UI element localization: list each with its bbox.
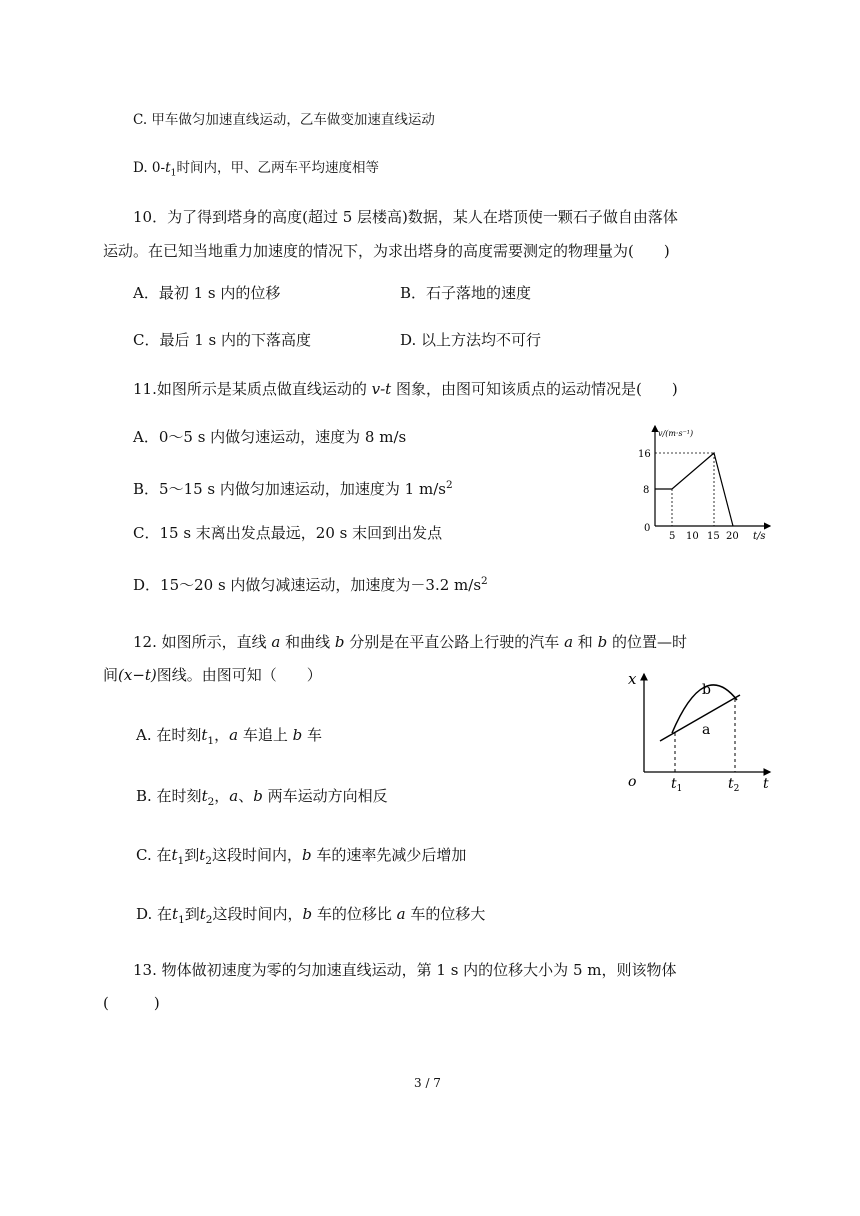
q9-option-d: D. $0-t_1$时间内，甲、乙两车平均速度相等 bbox=[133, 160, 380, 179]
vt-x-tick-20: 20 bbox=[726, 531, 739, 542]
vt-graph bbox=[636, 418, 786, 546]
vt-x-label: t/s bbox=[753, 531, 766, 542]
q10-option-c: C．最后 1 s 内的下落高度 bbox=[133, 331, 312, 349]
q11-stem: 11.如图所示是某质点做直线运动的 v-t 图象，由图可知该质点的运动情况是( ) bbox=[133, 380, 678, 398]
q10-option-a: A．最初 1 s 内的位移 bbox=[133, 284, 281, 302]
vt-origin: 0 bbox=[644, 523, 651, 534]
xt-origin: o bbox=[628, 774, 637, 790]
q12-option-d: D. 在$t_1$到$t_2$这段时间内，b 车的位移比 a 车的位移大 bbox=[136, 905, 486, 926]
q12-option-b: B. 在时刻$t_2$，a、b 两车运动方向相反 bbox=[136, 787, 388, 808]
xt-graph bbox=[620, 668, 780, 796]
xt-t2-label: $t_2$ bbox=[728, 776, 740, 794]
vt-y-tick-16: 16 bbox=[638, 449, 651, 460]
xt-y-label: x bbox=[628, 670, 637, 688]
xt-x-label: t bbox=[763, 776, 769, 792]
q11-option-c: C．15 s 末离出发点最远，20 s 末回到出发点 bbox=[133, 524, 443, 542]
vt-x-tick-15: 15 bbox=[707, 531, 720, 542]
q11-option-a: A．0～5 s 内做匀速运动，速度为 8 m/s bbox=[133, 428, 407, 446]
vt-x-tick-5: 5 bbox=[669, 531, 676, 542]
xt-line-label-a: a bbox=[702, 722, 711, 738]
q11-option-d: D．15～20 s 内做匀减速运动，加速度为－3.2 $m/s^2$ bbox=[133, 575, 488, 594]
q12-stem-line2: 间(x−t)图线。由图可知（ ） bbox=[103, 666, 322, 684]
q10-option-d: D. 以上方法均不可行 bbox=[400, 331, 542, 349]
vt-x-tick-10: 10 bbox=[686, 531, 699, 542]
q11-option-b: B．5～15 s 内做匀加速运动，加速度为 1 $m/s^2$ bbox=[133, 479, 453, 498]
q10-option-b: B．石子落地的速度 bbox=[400, 284, 532, 302]
q10-stem-line1: 10．为了得到塔身的高度(超过 5 层楼高)数据，某人在塔顶使一颗石子做自由落体 bbox=[133, 208, 678, 226]
q12-stem-line1: 12. 如图所示，直线 a 和曲线 b 分别是在平直公路上行驶的汽车 a 和 b 的位置—时 bbox=[133, 633, 687, 651]
vt-y-label: v/(m·s⁻¹) bbox=[658, 429, 694, 438]
q13-stem-line2: ( ) bbox=[103, 994, 160, 1012]
page-number: 3 / 7 bbox=[414, 1076, 441, 1090]
q13-stem-line1: 13. 物体做初速度为零的匀加速直线运动，第 1 s 内的位移大小为 5 m，则该物体 bbox=[133, 961, 677, 979]
q12-option-a: A. 在时刻$t_1$，a 车追上 b 车 bbox=[136, 726, 322, 747]
vt-velocity-line bbox=[655, 453, 733, 526]
vt-y-tick-8: 8 bbox=[643, 485, 650, 496]
xt-line-a bbox=[660, 695, 740, 741]
q12-option-c: C. 在$t_1$到$t_2$这段时间内，b 车的速率先减少后增加 bbox=[136, 846, 467, 867]
q10-stem-line2: 运动。在已知当地重力加速度的情况下，为求出塔身的高度需要测定的物理量为( ) bbox=[103, 242, 670, 260]
q9-option-c: C. 甲车做匀加速直线运动，乙车做变加速直线运动 bbox=[133, 112, 435, 128]
xt-t1-label: $t_1$ bbox=[671, 776, 683, 794]
xt-curve-label-b: b bbox=[702, 682, 711, 698]
